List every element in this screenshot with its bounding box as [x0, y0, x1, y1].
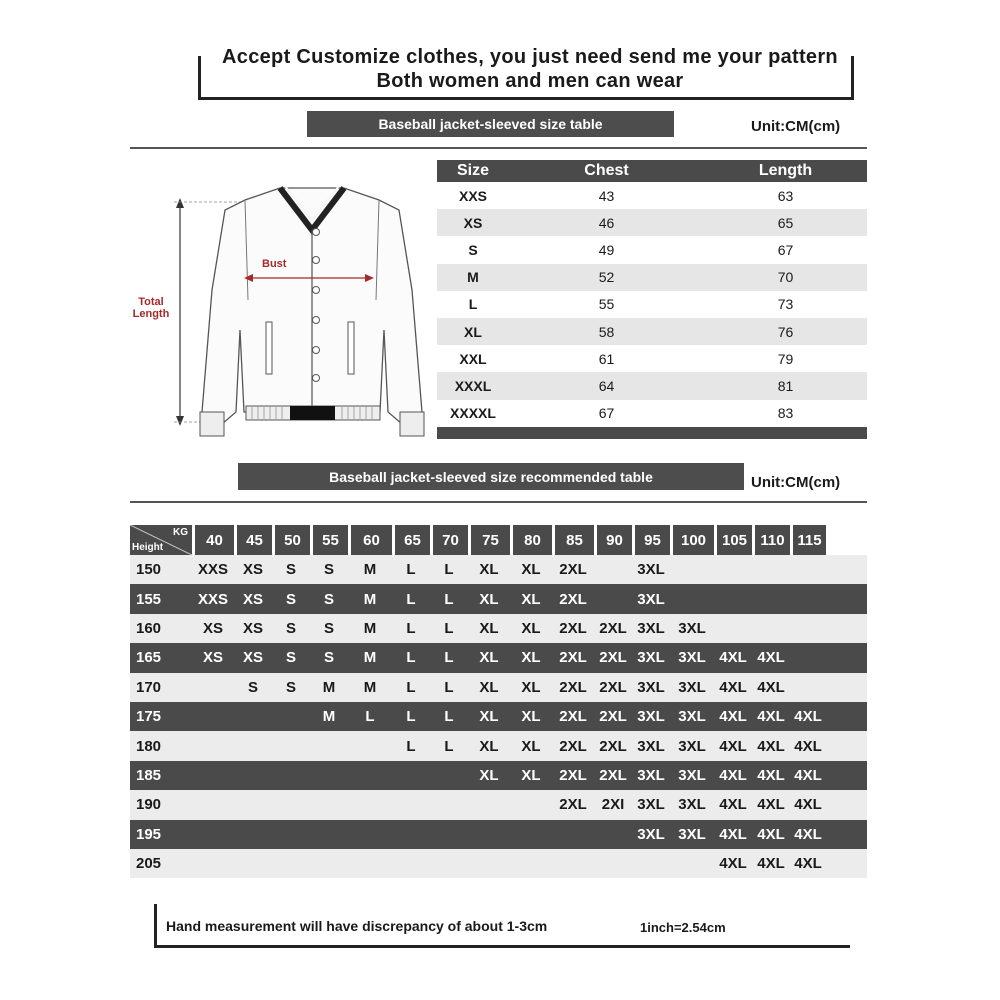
- recommended-size-cell: XS: [242, 561, 263, 579]
- recommended-size-cell: 4XL: [794, 855, 822, 873]
- size-table-row: [437, 400, 867, 427]
- recommended-size-cell: 4XL: [719, 825, 747, 843]
- height-cell: 180: [136, 737, 162, 755]
- recommended-size-cell: 3XL: [678, 825, 706, 843]
- size-table-row: [437, 182, 867, 209]
- recommended-size-cell: 3XL: [678, 678, 706, 696]
- length-cell: 83: [777, 405, 794, 422]
- recommended-size-cell: XL: [479, 766, 499, 784]
- size-table-body: [437, 182, 867, 427]
- recommended-size-cell: 3XL: [637, 649, 665, 667]
- recommended-size-cell: S: [323, 619, 334, 637]
- recommended-size-cell: 4XL: [757, 825, 785, 843]
- recommended-size-cell: XL: [521, 737, 541, 755]
- recommended-size-cell: S: [285, 649, 296, 667]
- recommended-size-cell: L: [406, 590, 416, 608]
- recommended-size-cell: 3XL: [637, 561, 665, 579]
- size-table-row: [437, 372, 867, 399]
- recommend-table-row: [130, 673, 867, 702]
- recommended-size-cell: S: [285, 561, 296, 579]
- recommended-size-cell: L: [444, 561, 454, 579]
- recommended-size-cell: 4XL: [719, 678, 747, 696]
- size-table-footer-bar: [437, 427, 867, 439]
- height-cell: 150: [136, 561, 162, 579]
- size-cell: XXS: [458, 187, 487, 204]
- size-table-row: [437, 264, 867, 291]
- size-cell: XS: [463, 214, 483, 231]
- weight-column-header: 110: [755, 525, 790, 555]
- recommended-size-cell: XL: [521, 649, 541, 667]
- recommended-size-cell: 3XL: [678, 649, 706, 667]
- recommended-size-cell: L: [444, 678, 454, 696]
- weight-column-header: 55: [313, 525, 348, 555]
- recommended-size-cell: XS: [242, 649, 263, 667]
- recommended-size-cell: 4XL: [719, 855, 747, 873]
- height-axis-label: Height: [132, 542, 164, 553]
- size-table-unit: Unit:CM(cm): [751, 118, 841, 135]
- bust-label: Bust: [262, 258, 287, 270]
- recommended-size-cell: M: [322, 678, 336, 696]
- recommended-size-cell: XS: [242, 590, 263, 608]
- recommended-size-cell: 3XL: [678, 619, 706, 637]
- recommend-table-unit: Unit:CM(cm): [751, 474, 841, 491]
- recommended-size-cell: 4XL: [794, 766, 822, 784]
- recommended-size-cell: 4XL: [719, 737, 747, 755]
- recommended-size-cell: S: [323, 561, 334, 579]
- size-cell: S: [468, 241, 478, 258]
- recommended-size-cell: S: [323, 649, 334, 667]
- height-cell: 170: [136, 678, 162, 696]
- height-cell: 205: [136, 855, 162, 873]
- height-cell: 190: [136, 796, 162, 814]
- size-cell: XL: [464, 323, 482, 340]
- chest-cell: 67: [598, 405, 615, 422]
- recommended-size-cell: 4XL: [757, 678, 785, 696]
- recommended-size-cell: XS: [242, 619, 263, 637]
- weight-column-header: 80: [513, 525, 552, 555]
- recommended-size-cell: 3XL: [678, 766, 706, 784]
- recommend-table-body: [130, 555, 867, 878]
- recommended-size-cell: 4XL: [719, 796, 747, 814]
- recommended-size-cell: 3XL: [637, 590, 665, 608]
- recommended-size-cell: 2XL: [599, 766, 627, 784]
- recommended-size-cell: 3XL: [637, 825, 665, 843]
- recommended-size-cell: 3XL: [637, 708, 665, 726]
- weight-column-header: 40: [195, 525, 234, 555]
- size-table: [437, 160, 867, 439]
- chest-cell: 64: [598, 377, 615, 394]
- recommended-size-cell: 3XL: [637, 678, 665, 696]
- recommended-size-cell: 4XL: [757, 649, 785, 667]
- weight-column-header: 95: [635, 525, 670, 555]
- recommended-size-cell: XXS: [197, 590, 228, 608]
- recommended-size-cell: 2XL: [559, 796, 587, 814]
- recommended-size-cell: 2XL: [599, 708, 627, 726]
- recommended-size-cell: 4XL: [794, 796, 822, 814]
- length-cell: 65: [777, 214, 794, 231]
- size-cell: XXL: [459, 350, 487, 367]
- recommended-size-cell: M: [363, 678, 377, 696]
- height-cell: 155: [136, 590, 162, 608]
- size-table-header: [437, 160, 867, 182]
- recommended-size-cell: S: [285, 619, 296, 637]
- recommend-table-row: [130, 643, 867, 672]
- chest-cell: 61: [598, 350, 615, 367]
- recommended-size-cell: M: [363, 649, 377, 667]
- weight-column-header: 65: [395, 525, 430, 555]
- recommended-size-cell: XL: [479, 561, 499, 579]
- recommended-size-cell: XL: [521, 590, 541, 608]
- length-cell: 70: [777, 269, 794, 286]
- length-cell: 67: [777, 241, 794, 258]
- recommended-size-cell: L: [406, 737, 416, 755]
- recommended-size-cell: 2XL: [559, 619, 587, 637]
- recommended-size-cell: XL: [479, 619, 499, 637]
- recommended-size-cell: L: [444, 737, 454, 755]
- total-length-label-line2: Length: [132, 308, 170, 320]
- recommended-size-cell: XL: [479, 737, 499, 755]
- recommended-size-cell: L: [444, 619, 454, 637]
- size-table-row: [437, 318, 867, 345]
- recommended-size-cell: 4XL: [757, 708, 785, 726]
- recommended-size-cell: 4XL: [719, 766, 747, 784]
- recommended-size-cell: 2XL: [559, 649, 587, 667]
- size-table-row: [437, 236, 867, 263]
- inch-conversion-note: 1inch=2.54cm: [640, 920, 726, 935]
- recommended-size-cell: 3XL: [637, 737, 665, 755]
- recommend-table-row: [130, 761, 867, 790]
- total-length-label: [128, 296, 174, 320]
- recommended-size-cell: M: [363, 590, 377, 608]
- recommended-size-cell: 3XL: [678, 796, 706, 814]
- recommend-table-row: [130, 820, 867, 849]
- recommended-size-cell: S: [285, 590, 296, 608]
- size-cell: XXXXL: [450, 405, 496, 422]
- recommended-size-cell: XXS: [197, 561, 228, 579]
- recommended-size-cell: 4XL: [794, 737, 822, 755]
- weight-column-header: 60: [351, 525, 392, 555]
- recommended-size-cell: L: [406, 561, 416, 579]
- recommended-size-cell: L: [365, 708, 375, 726]
- weight-column-header: 100: [673, 525, 714, 555]
- recommended-size-cell: 4XL: [794, 825, 822, 843]
- recommended-size-cell: 2XL: [559, 766, 587, 784]
- recommend-table-row: [130, 731, 867, 760]
- length-cell: 79: [777, 350, 794, 367]
- recommend-table-header: [130, 525, 867, 555]
- recommended-size-cell: XL: [479, 590, 499, 608]
- length-cell: 76: [777, 323, 794, 340]
- recommend-table-row: [130, 702, 867, 731]
- recommended-size-cell: L: [406, 708, 416, 726]
- weight-column-header: 45: [237, 525, 272, 555]
- weight-column-header: 70: [433, 525, 468, 555]
- size-cell: M: [467, 269, 479, 286]
- section-divider: [130, 147, 867, 149]
- weight-column-header: 90: [597, 525, 632, 555]
- recommend-table-row: [130, 849, 867, 878]
- recommended-size-cell: M: [363, 619, 377, 637]
- header-title-line2: Both women and men can wear: [376, 70, 684, 92]
- recommended-size-cell: 2XL: [559, 678, 587, 696]
- recommended-size-cell: 4XL: [794, 708, 822, 726]
- recommended-size-cell: 2XL: [599, 649, 627, 667]
- size-cell: XXXL: [454, 377, 492, 394]
- recommend-table-row: [130, 555, 867, 584]
- recommended-size-cell: 2XL: [599, 619, 627, 637]
- recommended-size-cell: M: [322, 708, 336, 726]
- recommended-size-cell: L: [444, 708, 454, 726]
- recommended-size-cell: XL: [521, 561, 541, 579]
- size-table-row: [437, 345, 867, 372]
- recommended-size-cell: XL: [479, 708, 499, 726]
- recommended-size-cell: 2XL: [599, 737, 627, 755]
- recommend-table: [130, 525, 867, 878]
- chest-cell: 58: [598, 323, 615, 340]
- recommended-size-cell: S: [285, 678, 296, 696]
- recommend-table-row: [130, 584, 867, 613]
- height-cell: 160: [136, 619, 162, 637]
- recommended-size-cell: 4XL: [757, 796, 785, 814]
- jacket-illustration: [130, 180, 430, 442]
- height-cell: 195: [136, 825, 162, 843]
- recommended-size-cell: XL: [521, 766, 541, 784]
- chest-column-header: Chest: [584, 162, 629, 179]
- recommended-size-cell: L: [444, 649, 454, 667]
- recommended-size-cell: XL: [521, 678, 541, 696]
- length-cell: 81: [777, 377, 794, 394]
- size-cell: L: [468, 296, 478, 313]
- header-title-line1: Accept Customize clothes, you just need send me your pattern: [222, 46, 838, 68]
- height-cell: 165: [136, 649, 162, 667]
- recommended-size-cell: S: [247, 678, 258, 696]
- recommend-table-row: [130, 790, 867, 819]
- recommended-size-cell: 4XL: [757, 855, 785, 873]
- height-cell: 185: [136, 766, 162, 784]
- chest-cell: 43: [598, 187, 615, 204]
- recommended-size-cell: 3XL: [678, 708, 706, 726]
- recommend-table-banner: Baseball jacket-sleeved size recommended table: [238, 463, 744, 490]
- size-table-row: [437, 291, 867, 318]
- recommended-size-cell: 4XL: [757, 766, 785, 784]
- weight-axis-label: KG: [173, 527, 188, 538]
- weight-column-header: 50: [275, 525, 310, 555]
- chest-cell: 46: [598, 214, 615, 231]
- length-cell: 73: [777, 296, 794, 313]
- section-divider-2: [130, 501, 867, 503]
- recommended-size-cell: L: [406, 678, 416, 696]
- length-cell: 63: [777, 187, 794, 204]
- chest-cell: 52: [598, 269, 615, 286]
- measurement-note: Hand measurement will have discrepancy of about 1-3cm: [166, 918, 548, 934]
- weight-column-header: 105: [717, 525, 752, 555]
- recommended-size-cell: XL: [479, 649, 499, 667]
- chest-cell: 55: [598, 296, 615, 313]
- weight-column-header: 85: [555, 525, 594, 555]
- size-table-row: [437, 209, 867, 236]
- recommended-size-cell: 2XI: [601, 796, 625, 814]
- total-length-label-line1: Total: [138, 296, 164, 308]
- length-column-header: Length: [758, 162, 813, 179]
- recommended-size-cell: XS: [202, 649, 223, 667]
- table-corner-cell: [130, 525, 192, 555]
- recommended-size-cell: L: [444, 590, 454, 608]
- weight-column-header: 75: [471, 525, 510, 555]
- recommended-size-cell: 2XL: [559, 561, 587, 579]
- weight-column-header: 115: [793, 525, 826, 555]
- recommended-size-cell: 4XL: [719, 708, 747, 726]
- recommended-size-cell: 3XL: [637, 766, 665, 784]
- recommended-size-cell: L: [406, 649, 416, 667]
- recommended-size-cell: 2XL: [559, 737, 587, 755]
- recommended-size-cell: XL: [521, 619, 541, 637]
- recommended-size-cell: L: [406, 619, 416, 637]
- chest-cell: 49: [598, 241, 615, 258]
- recommended-size-cell: XL: [479, 678, 499, 696]
- recommended-size-cell: 2XL: [559, 590, 587, 608]
- size-column-header: Size: [456, 162, 489, 179]
- recommended-size-cell: 2XL: [599, 678, 627, 696]
- recommended-size-cell: 3XL: [637, 796, 665, 814]
- recommended-size-cell: 4XL: [719, 649, 747, 667]
- recommended-size-cell: 2XL: [559, 708, 587, 726]
- recommended-size-cell: 4XL: [757, 737, 785, 755]
- recommend-table-row: [130, 614, 867, 643]
- recommended-size-cell: 3XL: [678, 737, 706, 755]
- recommended-size-cell: XL: [521, 708, 541, 726]
- recommended-size-cell: S: [323, 590, 334, 608]
- recommended-size-cell: XS: [202, 619, 223, 637]
- size-table-banner: Baseball jacket-sleeved size table: [307, 111, 674, 137]
- height-cell: 175: [136, 708, 162, 726]
- recommended-size-cell: 3XL: [637, 619, 665, 637]
- recommended-size-cell: M: [363, 561, 377, 579]
